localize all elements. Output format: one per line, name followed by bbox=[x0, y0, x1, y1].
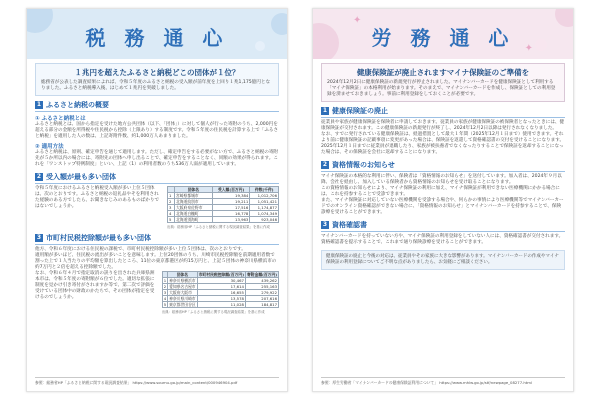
section-title: ふるさと納税の概要 bbox=[46, 101, 109, 109]
table-cell: 神奈川県横浜市 bbox=[169, 278, 196, 283]
table-cell: 大阪府泉佐野市 bbox=[174, 205, 212, 211]
table-cell: 19,384 bbox=[212, 193, 250, 199]
section-3 bbox=[35, 233, 279, 314]
tax-newsletter-page bbox=[26, 8, 288, 392]
body-text: この資格情報のお知らせにより、マイナ保険証の利用に加え、マイナ保険証が利用できない医療機関にかかる場合には、これを持参することで受診できます。 bbox=[321, 186, 560, 197]
table-cell: 3 bbox=[168, 205, 175, 211]
headline-box bbox=[35, 63, 279, 96]
table-cell: 16,778 bbox=[212, 211, 250, 217]
table-cell: 923,046 bbox=[250, 217, 279, 223]
section-number: 1 bbox=[322, 107, 328, 114]
source-footer: 参照：厚生労働省「マイナンバーカードの健康保険証利用について」 https://www.mhlw.go.jp/stf/newpage_08277.html bbox=[321, 377, 565, 385]
section-heading bbox=[321, 220, 565, 232]
lead-text: 総務省が公表した調査結果によれば、令和５年度のふるさと納税の受入額が前年度を上回り１兆1,175億円となりました。ふるさと納税導入後、はじめて１兆円を突破しました。 bbox=[41, 80, 271, 91]
body-text: また、マイナ保険証に対応していない医療機関を受診する場合や、何らかの事情により医療機関等でマイナンバーカードでのオンライン資格確認ができない場合に、「資格情報のお知らせ」とマイナンバーカードを持参することで、保険診療を受けることができます。 bbox=[321, 198, 564, 215]
body-text: 従業員や家族が健康保険証を保険者に申請しておきます。従業員の家族が健康保険証の被保険者となったときには、健康保険証が交付されます。この健康保険証の新規発行が終了し、2024年12月2日以降は発行されなくなりました。 bbox=[321, 120, 565, 131]
section-title: 健康保険証の廃止 bbox=[332, 107, 388, 115]
table-header-cell: 市町村民税控除額(百万円) bbox=[198, 272, 244, 277]
section-number: 2 bbox=[322, 161, 328, 168]
ranking-table-2-wrap bbox=[162, 271, 279, 314]
table-header-cell: 件数(千件) bbox=[250, 187, 279, 193]
section-heading bbox=[321, 160, 565, 172]
table-cell: 1,051,421 bbox=[250, 199, 279, 205]
sub-heading: ② 適用方法 bbox=[35, 144, 64, 150]
body-text: 令和５年度におけるふるさと納税受入額が多い上位５団体は、次のとおりです。ふるさと納税の返礼品やそを利用された経験のある方でしたら、お聞きなじみのあるものばかりではないでしょうか。 bbox=[35, 186, 160, 209]
section-title: 市町村民税控除額が最も多い団体 bbox=[46, 234, 151, 242]
lead-text: 2024年12月2日に健康保険証の新規発行が停止されました。マイナンバーカードを健康保険証として利用する「マイナ保険証」の本格利用が始まります。そのまえで、マイナンバーカードを作成し、保険証としての利用登録を済ませておきましょう。事前に利用登録をしておくことが必要です。 bbox=[327, 80, 556, 97]
sub-heading: ① ふるさと納税とは bbox=[35, 116, 86, 122]
section-title: 受入額が最も多い団体 bbox=[46, 173, 116, 181]
table-cell: 1,074,349 bbox=[250, 211, 279, 217]
star-icon: ✦ bbox=[524, 43, 533, 54]
body-text: なお、令和６年４月で指定取消の誤りを出された兵庫県洲本市は、令和５年度の寄附額が６位でした。適切な拡張に制度を見かけ引き寄付がされますか等で、第二次で評価を受けている団体中の財政のかたちで、その団体が指定を受けるのでしょうか。 bbox=[35, 271, 155, 300]
table-cell: 13,578 bbox=[197, 296, 245, 302]
donation-ranking-table bbox=[167, 186, 279, 223]
table-cell: 11,028 bbox=[197, 302, 245, 308]
section-heading bbox=[35, 100, 279, 112]
labor-newsletter-page bbox=[312, 8, 574, 392]
table-cell: 17,614 bbox=[197, 284, 245, 290]
page-title: 労 務 通 心 bbox=[371, 26, 515, 50]
section-number: 3 bbox=[36, 234, 42, 241]
table-cell: 13,963 bbox=[212, 217, 250, 223]
page-title: 税 務 通 心 bbox=[85, 26, 229, 50]
section-1 bbox=[35, 100, 279, 168]
section-number: 2 bbox=[36, 173, 42, 180]
table-cell: 2 bbox=[168, 199, 175, 205]
section-heading bbox=[321, 106, 565, 118]
table-cell: 東京都世田谷区 bbox=[169, 302, 196, 307]
source-footer: 参照：総務省HP「ふるさと納税に関する現況調査結果」 https://www.soumu.go.jp/main_content/000946904.pdf bbox=[35, 377, 279, 385]
table-cell: 279,922 bbox=[245, 290, 278, 296]
body-text: ふるさと納税とは、国から指定を受けた地方公共団体（以下、「団体」）に対して個人が行った寄附のうち、2,000円を超える部分の金額を所得税や住民税から控除（上限あり）する制度です。令和５年度の住民税を計算する上で「ふるさと納税」を適用した人の数は、上記寄附件数、約1,000万人あまりました。 bbox=[35, 122, 279, 139]
table-row bbox=[168, 217, 279, 223]
body-text: 適用額が多いほど、住民税の流出が多いことを意味します。上位20団体のうち、川崎市民税控除額を前期適用者数で割った上で１人当たりの平均額を算出したところ、11位の東京都港区が約15万円と、上記５団体の神奈川県横浜市の約7万円と２倍を超える控除額でした。 bbox=[35, 253, 277, 270]
body-text: ふるさと納税は、原則、確定申告を通じて適用します。ただし、確定申告をする必要がない方で、ふるさと納税の寄附先が５か所以内の場合には、寄附先の団体へ申し出ることで、確定申告をすることなく、同額の効果が得られます。これを「ワンストップ特例制度」といい、上記（1）の利用者数のうち536万人弱が適用しています。 bbox=[35, 150, 279, 167]
section-2 bbox=[321, 160, 565, 216]
section-number: 3 bbox=[322, 221, 328, 228]
section-2 bbox=[35, 172, 279, 229]
table-cell: 30,467 bbox=[197, 278, 245, 284]
table-cell: 3 bbox=[163, 290, 167, 295]
table-cell: 5 bbox=[163, 302, 167, 307]
headline: １兆円を超えたふるさと納税どこの団体が１位？ bbox=[74, 68, 240, 77]
notice-box bbox=[321, 250, 565, 270]
table-cell: 1 bbox=[163, 278, 167, 283]
body-text: マイナ保険証の本格的な利用に伴い、保険者は「資格情報のお知らせ」を送付しています。加入者は、2024年９月以降、会社を経由し、加入している保険者から資格情報のお知らせを受け取ることになります。 bbox=[321, 174, 562, 185]
star-icon: ✦ bbox=[353, 15, 362, 26]
table-cell: 439,262 bbox=[245, 278, 278, 284]
body-text: なお、すでに発行されている健康保険証は、経過措置として最大１年間（2025年12月１日まで）使用できます。それより前に健康保険証の記載事項に変更があった場合は、保険証を返還して資格確認書の交付を受けることになります。 bbox=[321, 132, 565, 143]
section-3 bbox=[321, 220, 565, 246]
table-cell: 1,012,706 bbox=[250, 193, 279, 199]
table-cell: 2 bbox=[163, 284, 167, 289]
table-cell: 大阪府大阪市 bbox=[168, 290, 198, 296]
table-header-row bbox=[162, 272, 278, 278]
table-cell: 愛知県名古屋市 bbox=[169, 284, 196, 289]
section-3-columns bbox=[35, 271, 279, 314]
table-row bbox=[162, 302, 278, 308]
deduction-ranking-table bbox=[162, 271, 279, 308]
table-cell: 184,817 bbox=[245, 302, 278, 308]
section-title: 資格確認書 bbox=[332, 221, 367, 229]
table-cell: 北海道紋別市 bbox=[174, 199, 212, 205]
table-header-cell: 受入額(百万円) bbox=[212, 187, 250, 193]
table-cell: 1 bbox=[168, 193, 175, 199]
notice-text: 健康保険証の廃止と今後の対応は、従業員やその家族に大きな影響があります。マイナンバーカードの作成やマイナ保険証の利用登録についてご不明な点がありましたら、お気軽にご相談ください。 bbox=[326, 254, 559, 265]
table-cell: 255,163 bbox=[245, 284, 278, 290]
table-cell: 5 bbox=[168, 217, 175, 223]
table-cell: 北海道別海町 bbox=[174, 217, 212, 223]
table-cell: 宮崎県都城市 bbox=[174, 193, 212, 199]
body-text: 他方、令和６年度における住民税の課税で、市町村民税控除額が多い上位５団体は、次のとおりです。 bbox=[35, 247, 246, 252]
section-2-columns bbox=[35, 186, 279, 229]
page-header bbox=[313, 9, 573, 59]
section-number: 1 bbox=[36, 101, 42, 108]
ranking-table-1-wrap bbox=[167, 186, 279, 229]
table-cell: 神奈川県川崎市 bbox=[169, 296, 196, 301]
section-1 bbox=[321, 106, 565, 156]
section-heading bbox=[35, 233, 279, 245]
section-heading bbox=[35, 172, 279, 184]
table-cell: 19,211 bbox=[212, 199, 250, 205]
table-cell: 16,655 bbox=[197, 290, 245, 296]
table-cell: 17,516 bbox=[212, 205, 250, 211]
table-cell: 北海道白糠町 bbox=[174, 211, 212, 217]
table-header-cell: 寄附金額(百万円) bbox=[246, 272, 277, 277]
table-cell: 1,174,877 bbox=[250, 205, 279, 211]
section-title: 資格情報のお知らせ bbox=[332, 161, 395, 169]
table-cell: 207,616 bbox=[245, 296, 278, 302]
table-header-cell: 団体名 bbox=[174, 187, 212, 193]
table-header-cell: 団体名 bbox=[168, 272, 198, 278]
page-header bbox=[27, 9, 287, 59]
body-text: マイナンバーカードを持っていない方や、マイナ保険証の利用登録をしていない人には、資格確認書が交付されます。資格確認書を提示することで、これまで通り保険診療を受けることができます。 bbox=[321, 234, 564, 245]
table-cell: 4 bbox=[163, 296, 167, 301]
table-note: 出典：総務省HP「ふるさと納税に関する現況調査結果」を基に作成 bbox=[161, 310, 265, 314]
headline-box bbox=[321, 63, 565, 102]
table-note: 出典：総務省HP「ふるさと納税に関する現況調査結果」を基に作成 bbox=[167, 225, 270, 229]
body-text: 2025年12月１日までに従業員が退職したり、家族が被扶養者でなくなったりすることで保険証を返却することになった場合は、その保険証を会社に返却することになります。 bbox=[321, 144, 564, 155]
headline: 健康保険証が廃止されますマイナ保険証のご準備を bbox=[356, 68, 530, 77]
table-cell: 4 bbox=[168, 211, 175, 217]
